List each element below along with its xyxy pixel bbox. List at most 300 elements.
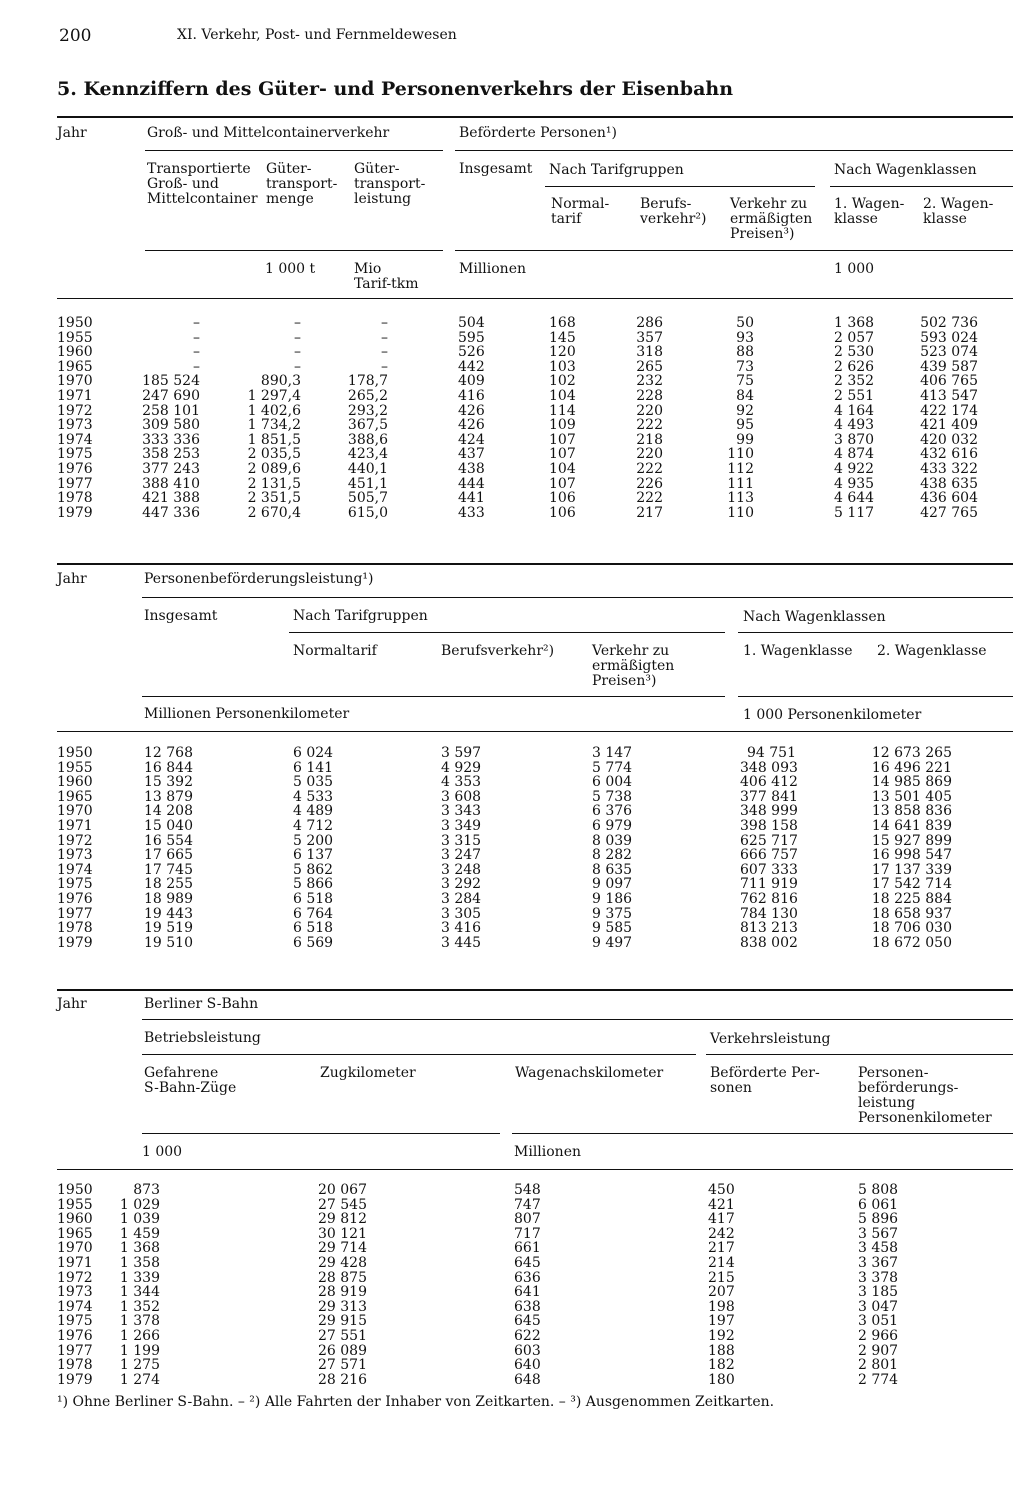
table-cell: 16 554 — [144, 832, 193, 849]
table-cell: 1971 — [57, 817, 93, 834]
table-cell: 84 — [736, 387, 754, 404]
table-cell: 416 — [458, 387, 485, 404]
table-cell: 3 147 — [592, 745, 633, 761]
table-cell: 9 186 — [592, 890, 633, 907]
table-cell: 603 — [514, 1342, 541, 1359]
table-cell: 607 333 — [740, 861, 798, 878]
table-cell: 440,1 — [347, 460, 388, 477]
table-cell: 232 — [636, 373, 663, 390]
table-cell: – — [294, 344, 301, 361]
t1-col-values-menge — [225, 316, 301, 520]
table-cell: 27 551 — [318, 1327, 367, 1344]
footnote: ¹) Ohne Berliner S-Bahn. – ²) Alle Fahrten der Inhaber von Zeitkarten. – ³) Ausgenommen Zeitkarten. — [57, 1394, 775, 1410]
table-cell: 526 — [458, 344, 485, 361]
table-title: 5. Kennziffern des Güter- und Personenverkehrs der Eisenbahn — [57, 78, 734, 100]
table-cell: 104 — [549, 460, 576, 477]
table-cell: 444 — [458, 475, 485, 492]
t2-col-values-ermaessigt — [592, 746, 642, 950]
table-cell: 16 998 547 — [871, 847, 952, 864]
table-cell: 333 336 — [142, 431, 200, 448]
table-cell: 1973 — [57, 1284, 93, 1301]
t3-col-pkm: Personen- beförderungs- leistung Personenkilometer — [858, 1065, 992, 1126]
table-cell: 1 339 — [119, 1269, 160, 1286]
t1-unit-tkm: Mio Tarif-tkm — [354, 261, 419, 292]
table-cell: 112 — [727, 460, 754, 477]
table-cell: – — [193, 329, 200, 346]
table-cell: 421 — [708, 1196, 735, 1213]
table-cell: 436 604 — [920, 490, 978, 507]
t1-col-values-beruf — [620, 316, 663, 520]
table-cell: 1970 — [57, 373, 93, 390]
table-cell: 432 616 — [920, 446, 978, 463]
table-cell: 178,7 — [347, 373, 388, 390]
table-cell: 247 690 — [142, 387, 200, 404]
table-cell: 103 — [549, 358, 576, 375]
table-cell: 197 — [708, 1313, 735, 1330]
table-cell: 1971 — [57, 1254, 93, 1271]
table-cell: 114 — [549, 402, 576, 419]
table-cell: 28 216 — [318, 1371, 367, 1388]
table-cell: 5 866 — [293, 876, 334, 893]
table-cell: 406 412 — [740, 774, 798, 791]
table-cell: 226 — [636, 475, 663, 492]
table-cell: 3 367 — [858, 1254, 899, 1271]
t3-group-verkehr: Verkehrsleistung — [710, 1031, 831, 1047]
table-cell: 5 738 — [592, 788, 633, 805]
table-cell: 16 496 221 — [871, 759, 952, 776]
table-cell: 19 443 — [144, 905, 193, 922]
table-cell: 29 915 — [318, 1313, 367, 1330]
t3-years — [57, 1183, 93, 1387]
table-cell: – — [193, 358, 200, 375]
t2-rule-group — [142, 597, 1013, 598]
table-cell: 890,3 — [260, 373, 301, 390]
t1-col-values-kl2 — [910, 316, 978, 520]
t3-col-values-zugkm — [318, 1183, 378, 1387]
table-cell: 1972 — [57, 1269, 93, 1286]
t2-rule-tarif — [289, 632, 725, 633]
table-cell: 19 510 — [144, 934, 193, 951]
t1-rule-container — [145, 150, 443, 151]
t3-col-zugkm: Zugkilometer — [320, 1065, 416, 1081]
t1-col-ermaessigt: Verkehr zu ermäßigten Preisen³) — [730, 196, 813, 242]
t3-rule-verkehr — [706, 1054, 1013, 1055]
table-cell: 717 — [514, 1225, 541, 1242]
t1-years — [57, 316, 93, 520]
table-cell: 218 — [636, 431, 663, 448]
table-cell: 286 — [636, 315, 663, 331]
table-cell: 636 — [514, 1269, 541, 1286]
t2-col-beruf: Berufsverkehr²) — [441, 643, 555, 659]
table-cell: 442 — [458, 358, 485, 375]
table-cell: 638 — [514, 1298, 541, 1315]
table-cell: 217 — [636, 504, 663, 521]
t1-col-values-kl1 — [834, 316, 884, 520]
table-cell: 220 — [636, 446, 663, 463]
table-cell: 109 — [549, 417, 576, 434]
table-cell: 107 — [549, 431, 576, 448]
table-cell: 6 024 — [293, 745, 334, 761]
table-cell: 8 039 — [592, 832, 633, 849]
table-cell: 873 — [133, 1182, 160, 1198]
table-cell: 198 — [708, 1298, 735, 1315]
table-cell: 1 344 — [119, 1284, 160, 1301]
table-cell: 1976 — [57, 1327, 93, 1344]
table-cell: 17 665 — [144, 847, 193, 864]
table-cell: 16 844 — [144, 759, 193, 776]
table-cell: 505,7 — [347, 490, 388, 507]
table-cell: 2 351,5 — [247, 490, 301, 507]
table-cell: 427 765 — [920, 504, 978, 521]
t1-group-tarif: Nach Tarifgruppen — [549, 162, 684, 178]
table-cell: 1950 — [57, 745, 93, 761]
t2-group-wagen: Nach Wagenklassen — [743, 609, 886, 625]
table-cell: 447 336 — [142, 504, 200, 521]
table-cell: 17 745 — [144, 861, 193, 878]
table-cell: 398 158 — [740, 817, 798, 834]
table-cell: 94 751 — [747, 745, 796, 761]
table3-top-rule — [57, 989, 1013, 991]
table-cell: 1 459 — [119, 1225, 160, 1242]
t1-col-insgesamt: Insgesamt — [459, 161, 533, 177]
table-cell: 3 378 — [858, 1269, 899, 1286]
table-cell: 75 — [736, 373, 754, 390]
table-cell: 27 545 — [318, 1196, 367, 1213]
table-cell: 1977 — [57, 1342, 93, 1359]
table-cell: 27 571 — [318, 1357, 367, 1374]
t1-col-normal: Normal- tarif — [551, 196, 610, 227]
table-cell: 1965 — [57, 788, 93, 805]
table-cell: 762 816 — [740, 890, 798, 907]
t2-col-normal: Normaltarif — [293, 643, 377, 659]
table-cell: 309 580 — [142, 417, 200, 434]
table-cell: 15 392 — [144, 774, 193, 791]
table-cell: 593 024 — [920, 329, 978, 346]
table-cell: 595 — [458, 329, 485, 346]
table-cell: 1972 — [57, 832, 93, 849]
t3-col-personen: Beförderte Per- sonen — [710, 1065, 820, 1096]
table-cell: 120 — [549, 344, 576, 361]
table-cell: 3 567 — [858, 1225, 899, 1242]
t3-unit-mio: Millionen — [514, 1144, 581, 1160]
table-cell: 838 002 — [740, 934, 798, 951]
t1-rule-wagen — [830, 186, 1013, 187]
table-cell: 192 — [708, 1327, 735, 1344]
t2-col-values-normal — [293, 746, 343, 950]
t1-col-values-insgesamt — [458, 316, 498, 520]
table-cell: 1977 — [57, 905, 93, 922]
table-cell: 20 067 — [318, 1182, 367, 1198]
t1-group-wagen: Nach Wagenklassen — [834, 162, 977, 178]
table-cell: 388 410 — [142, 475, 200, 492]
table-cell: 104 — [549, 387, 576, 404]
table-cell: 26 089 — [318, 1342, 367, 1359]
table-cell: – — [381, 329, 388, 346]
t1-col-menge: Güter- transport- menge — [266, 161, 338, 207]
table-cell: 102 — [549, 373, 576, 390]
table-cell: 4 712 — [293, 817, 334, 834]
table-cell: 406 765 — [920, 373, 978, 390]
table-cell: 4 353 — [441, 774, 482, 791]
table-cell: 5 862 — [293, 861, 334, 878]
table-cell: 1955 — [57, 759, 93, 776]
t1-group-persons: Beförderte Personen¹) — [459, 125, 617, 141]
table-cell: 413 547 — [920, 387, 978, 404]
table-cell: 3 597 — [441, 745, 482, 761]
table-cell: 18 989 — [144, 890, 193, 907]
t1-header-bottom-rule — [57, 298, 1013, 299]
t1-col-beruf: Berufs- verkehr²) — [640, 196, 707, 227]
table-cell: 29 428 — [318, 1254, 367, 1271]
table-cell: 92 — [736, 402, 754, 419]
table-cell: 1 368 — [834, 315, 875, 331]
table-cell: 185 524 — [142, 373, 200, 390]
table-cell: 2 530 — [834, 344, 875, 361]
table-cell: 5 896 — [858, 1211, 899, 1228]
table-cell: 6 061 — [858, 1196, 899, 1213]
table-cell: 747 — [514, 1196, 541, 1213]
table-cell: 1 029 — [119, 1196, 160, 1213]
t2-col-values-kl2 — [860, 746, 952, 950]
table-cell: 423,4 — [347, 446, 388, 463]
table-cell: 625 717 — [740, 832, 798, 849]
table-cell: 417 — [708, 1211, 735, 1228]
table-cell: 450 — [708, 1182, 735, 1198]
table-cell: 15 040 — [144, 817, 193, 834]
t1-col-container: Transportierte Groß- und Mittelcontainer — [147, 161, 258, 207]
table-cell: 1972 — [57, 402, 93, 419]
t3-jahr-header: Jahr — [57, 996, 87, 1012]
table-cell: 1 402,6 — [247, 402, 301, 419]
table-cell: 1978 — [57, 490, 93, 507]
table-cell: 3 051 — [858, 1313, 899, 1330]
table-cell: 641 — [514, 1284, 541, 1301]
table-cell: 433 322 — [920, 460, 978, 477]
table-cell: 420 032 — [920, 431, 978, 448]
t1-rule-tarif — [545, 186, 815, 187]
table-cell: 441 — [458, 490, 485, 507]
table-cell: – — [381, 358, 388, 375]
table-cell: 645 — [514, 1313, 541, 1330]
table-cell: 357 — [636, 329, 663, 346]
table-cell: 451,1 — [347, 475, 388, 492]
t2-col-values-beruf — [441, 746, 491, 950]
table-cell: 426 — [458, 402, 485, 419]
table-cell: 1973 — [57, 847, 93, 864]
table-cell: 4 533 — [293, 788, 334, 805]
t1-col-values-container — [130, 316, 200, 520]
table-cell: 2 774 — [858, 1371, 899, 1388]
t1-rule-units-right — [455, 250, 1013, 251]
table-cell: 358 253 — [142, 446, 200, 463]
table-cell: 1 266 — [119, 1327, 160, 1344]
t2-col-ermaessigt: Verkehr zu ermäßigten Preisen³) — [592, 643, 675, 689]
table-cell: 228 — [636, 387, 663, 404]
t2-jahr-header: Jahr — [57, 571, 87, 587]
table-cell: 1955 — [57, 1196, 93, 1213]
table-cell: 388,6 — [347, 431, 388, 448]
table-cell: 4 935 — [834, 475, 875, 492]
table-cell: 207 — [708, 1284, 735, 1301]
table-cell: 1979 — [57, 934, 93, 951]
t3-group-betrieb: Betriebsleistung — [144, 1030, 261, 1046]
table-cell: 12 768 — [144, 745, 193, 761]
table-cell: 2 089,6 — [247, 460, 301, 477]
table-cell: 215 — [708, 1269, 735, 1286]
table-cell: 3 292 — [441, 876, 482, 893]
table-cell: 73 — [736, 358, 754, 375]
table-cell: 19 519 — [144, 920, 193, 937]
t2-rule-units-left — [142, 696, 725, 697]
table-cell: 180 — [708, 1371, 735, 1388]
t3-col-values-pkm — [858, 1183, 908, 1387]
table-cell: 265,2 — [347, 387, 388, 404]
t2-group: Personenbeförderungsleistung¹) — [144, 571, 374, 587]
t1-col-kl1: 1. Wagen- klasse — [834, 196, 905, 227]
t1-rule-persons — [455, 150, 1013, 151]
t1-col-values-normal — [549, 316, 589, 520]
table-cell: 2 352 — [834, 373, 875, 390]
table-cell: 523 074 — [920, 344, 978, 361]
table-cell: 9 497 — [592, 934, 633, 951]
t3-group: Berliner S-Bahn — [144, 996, 259, 1012]
table-cell: 12 673 265 — [871, 745, 952, 761]
table-cell: 1950 — [57, 1182, 93, 1198]
table-cell: 813 213 — [740, 920, 798, 937]
table-cell: 666 757 — [740, 847, 798, 864]
table-cell: 5 117 — [834, 504, 875, 521]
table-cell: 9 375 — [592, 905, 633, 922]
table-cell: 1976 — [57, 890, 93, 907]
table-cell: 1977 — [57, 475, 93, 492]
table-cell: 1950 — [57, 315, 93, 331]
table-cell: 17 542 714 — [871, 876, 952, 893]
table-cell: 1 039 — [119, 1211, 160, 1228]
table-cell: 1 851,5 — [247, 431, 301, 448]
table-cell: 3 284 — [441, 890, 482, 907]
table-cell: 4 489 — [293, 803, 334, 820]
table-cell: 2 131,5 — [247, 475, 301, 492]
table-cell: 421 388 — [142, 490, 200, 507]
table-cell: 1965 — [57, 1225, 93, 1242]
t1-col-leistung: Güter- transport- leistung — [354, 161, 426, 207]
table-cell: 4 644 — [834, 490, 875, 507]
table-cell: 14 985 869 — [871, 774, 952, 791]
table-cell: 1976 — [57, 460, 93, 477]
t3-col-values-wagenachs — [514, 1183, 554, 1387]
table-cell: 348 999 — [740, 803, 798, 820]
t2-rule-units-right — [738, 696, 1013, 697]
table-cell: 318 — [636, 344, 663, 361]
table-cell: 5 808 — [858, 1182, 899, 1198]
table-cell: 95 — [736, 417, 754, 434]
t1-col-values-ermaessigt — [720, 316, 754, 520]
t1-col-kl2: 2. Wagen- klasse — [923, 196, 994, 227]
table-cell: 1974 — [57, 1298, 93, 1315]
table-cell: 1971 — [57, 387, 93, 404]
t3-col-wagenachs: Wagenachskilometer — [515, 1065, 664, 1081]
table-cell: 30 121 — [318, 1225, 367, 1242]
t2-col-kl1: 1. Wagenklasse — [743, 643, 853, 659]
t2-years — [57, 746, 93, 950]
table-cell: 5 774 — [592, 759, 633, 776]
table-cell: 433 — [458, 504, 485, 521]
table-cell: 426 — [458, 417, 485, 434]
table-cell: – — [193, 344, 200, 361]
table-cell: 18 658 937 — [871, 905, 952, 922]
table-cell: 168 — [549, 315, 576, 331]
table-cell: 1970 — [57, 1240, 93, 1257]
table-cell: 438 — [458, 460, 485, 477]
table-cell: 1970 — [57, 803, 93, 820]
table-cell: – — [294, 358, 301, 375]
table-cell: 6 979 — [592, 817, 633, 834]
table-cell: 107 — [549, 446, 576, 463]
table-cell: 3 870 — [834, 431, 875, 448]
table-cell: 437 — [458, 446, 485, 463]
table-cell: – — [381, 344, 388, 361]
table-cell: 6 518 — [293, 920, 334, 937]
table-cell: 93 — [736, 329, 754, 346]
table-cell: 615,0 — [347, 504, 388, 521]
table-cell: 438 635 — [920, 475, 978, 492]
table-cell: 711 919 — [740, 876, 798, 893]
t3-rule-betrieb — [142, 1054, 696, 1055]
table-cell: 13 879 — [144, 788, 193, 805]
table-cell: 188 — [708, 1342, 735, 1359]
table-cell: 3 349 — [441, 817, 482, 834]
table-cell: 4 874 — [834, 446, 875, 463]
table-cell: 111 — [727, 475, 754, 492]
table-cell: 110 — [727, 446, 754, 463]
table-cell: 3 315 — [441, 832, 482, 849]
t1-jahr-header: Jahr — [57, 125, 87, 141]
table-cell: 377 841 — [740, 788, 798, 805]
t1-group-container: Groß- und Mittelcontainerverkehr — [147, 125, 390, 141]
table-cell: 265 — [636, 358, 663, 375]
t3-col-values-personen — [708, 1183, 748, 1387]
table-cell: 13 501 405 — [871, 788, 952, 805]
t2-rule-wagen — [738, 632, 1013, 633]
table-cell: 3 248 — [441, 861, 482, 878]
table-cell: 1 274 — [119, 1371, 160, 1388]
table-cell: 648 — [514, 1371, 541, 1388]
table-cell: 14 208 — [144, 803, 193, 820]
table-cell: 107 — [549, 475, 576, 492]
table-cell: 6 376 — [592, 803, 633, 820]
table-cell: 2 035,5 — [247, 446, 301, 463]
table-cell: 439 587 — [920, 358, 978, 375]
table-cell: 106 — [549, 504, 576, 521]
table-cell: 1975 — [57, 446, 93, 463]
table-cell: 1975 — [57, 1313, 93, 1330]
t1-unit-t: 1 000 t — [265, 261, 316, 277]
table-cell: 1960 — [57, 1211, 93, 1228]
t3-rule-group — [142, 1019, 1013, 1020]
table-cell: 377 243 — [142, 460, 200, 477]
table-cell: 29 714 — [318, 1240, 367, 1257]
table-cell: 4 922 — [834, 460, 875, 477]
table-cell: 214 — [708, 1254, 735, 1271]
table-cell: 1 297,4 — [247, 387, 301, 404]
t2-col-values-kl1 — [740, 746, 796, 950]
table-cell: 409 — [458, 373, 485, 390]
table-cell: 2 907 — [858, 1342, 899, 1359]
table-cell: 50 — [736, 315, 754, 331]
table-cell: 1955 — [57, 329, 93, 346]
table-cell: 1 199 — [119, 1342, 160, 1359]
table-cell: 504 — [458, 315, 485, 331]
